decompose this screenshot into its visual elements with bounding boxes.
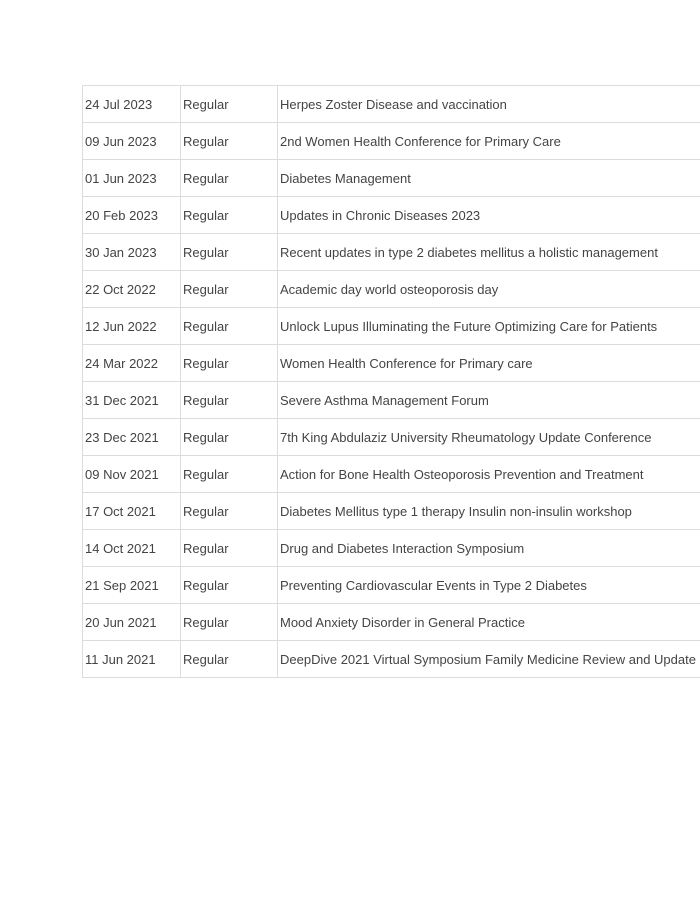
event-title-cell: 2nd Women Health Conference for Primary Care (278, 123, 700, 160)
event-title-cell: Women Health Conference for Primary care (278, 345, 700, 382)
event-title-cell: Preventing Cardiovascular Events in Type 2 Diabetes (278, 567, 700, 604)
event-type-cell: Regular (181, 123, 278, 160)
event-title-cell: Herpes Zoster Disease and vaccination (278, 86, 700, 123)
event-title-cell: Updates in Chronic Diseases 2023 (278, 197, 700, 234)
event-title-cell: Unlock Lupus Illuminating the Future Optimizing Care for Patients (278, 308, 700, 345)
table-row (83, 419, 700, 456)
table-row (83, 234, 700, 271)
event-date-cell: 20 Jun 2021 (83, 604, 181, 641)
event-type-cell: Regular (181, 604, 278, 641)
event-date-cell: 12 Jun 2022 (83, 308, 181, 345)
event-date-cell: 17 Oct 2021 (83, 493, 181, 530)
event-type-cell: Regular (181, 160, 278, 197)
event-type-cell: Regular (181, 456, 278, 493)
event-title-cell: Severe Asthma Management Forum (278, 382, 700, 419)
event-date-cell: 31 Dec 2021 (83, 382, 181, 419)
events-table (82, 85, 700, 678)
table-row (83, 641, 700, 678)
event-date-cell: 09 Jun 2023 (83, 123, 181, 160)
event-title-cell: 7th King Abdulaziz University Rheumatology Update Conference (278, 419, 700, 456)
table-row (83, 123, 700, 160)
event-type-cell: Regular (181, 86, 278, 123)
event-date-cell: 21 Sep 2021 (83, 567, 181, 604)
event-type-cell: Regular (181, 530, 278, 567)
events-table-body (83, 86, 700, 678)
event-title-cell: Action for Bone Health Osteoporosis Prevention and Treatment (278, 456, 700, 493)
table-row (83, 382, 700, 419)
event-date-cell: 11 Jun 2021 (83, 641, 181, 678)
table-row (83, 530, 700, 567)
table-row (83, 567, 700, 604)
table-row (83, 604, 700, 641)
event-title-cell: Diabetes Management (278, 160, 700, 197)
event-date-cell: 24 Jul 2023 (83, 86, 181, 123)
event-date-cell: 22 Oct 2022 (83, 271, 181, 308)
event-date-cell: 24 Mar 2022 (83, 345, 181, 382)
event-type-cell: Regular (181, 419, 278, 456)
events-table-container (82, 85, 700, 678)
event-title-cell: Diabetes Mellitus type 1 therapy Insulin non-insulin workshop (278, 493, 700, 530)
table-row (83, 271, 700, 308)
table-row (83, 493, 700, 530)
event-type-cell: Regular (181, 493, 278, 530)
event-date-cell: 20 Feb 2023 (83, 197, 181, 234)
event-title-cell: DeepDive 2021 Virtual Symposium Family Medicine Review and Update (278, 641, 700, 678)
event-title-cell: Drug and Diabetes Interaction Symposium (278, 530, 700, 567)
event-type-cell: Regular (181, 567, 278, 604)
table-row (83, 308, 700, 345)
table-row (83, 456, 700, 493)
event-title-cell: Academic day world osteoporosis day (278, 271, 700, 308)
event-title-cell: Mood Anxiety Disorder in General Practice (278, 604, 700, 641)
event-date-cell: 30 Jan 2023 (83, 234, 181, 271)
table-row (83, 197, 700, 234)
event-type-cell: Regular (181, 382, 278, 419)
event-date-cell: 14 Oct 2021 (83, 530, 181, 567)
table-row (83, 345, 700, 382)
event-date-cell: 23 Dec 2021 (83, 419, 181, 456)
event-type-cell: Regular (181, 197, 278, 234)
table-row (83, 160, 700, 197)
event-date-cell: 01 Jun 2023 (83, 160, 181, 197)
event-type-cell: Regular (181, 234, 278, 271)
event-title-cell: Recent updates in type 2 diabetes mellitus a holistic management (278, 234, 700, 271)
table-row (83, 86, 700, 123)
event-date-cell: 09 Nov 2021 (83, 456, 181, 493)
event-type-cell: Regular (181, 308, 278, 345)
event-type-cell: Regular (181, 271, 278, 308)
event-type-cell: Regular (181, 345, 278, 382)
event-type-cell: Regular (181, 641, 278, 678)
